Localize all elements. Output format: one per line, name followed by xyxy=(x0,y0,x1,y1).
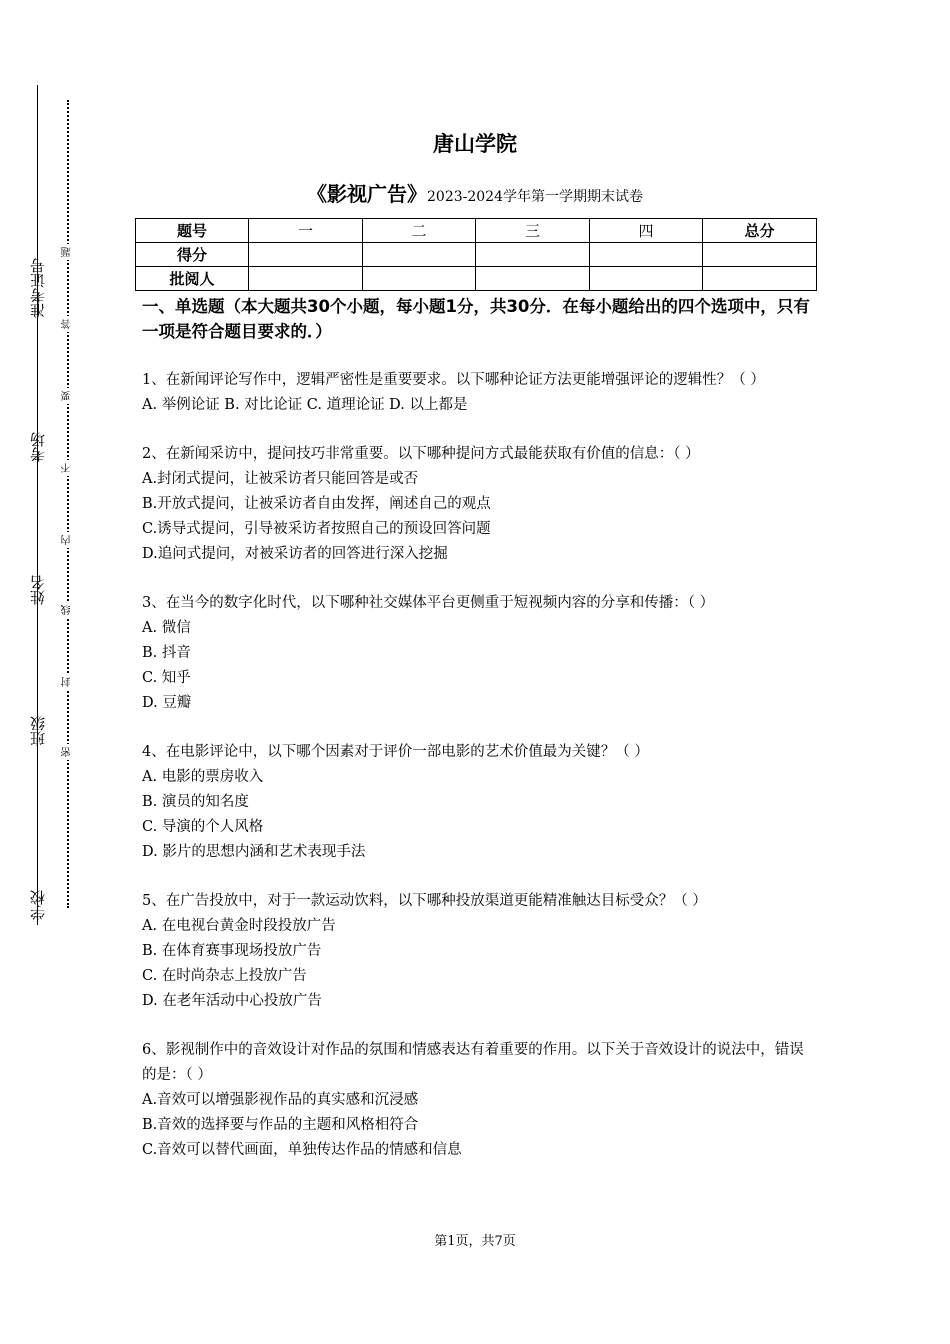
seal-char: 答 xyxy=(60,316,76,332)
header-cell: 二 xyxy=(363,219,476,243)
seal-char: 不 xyxy=(60,460,76,476)
option-a: A. 微信 xyxy=(142,620,191,636)
question-stem: 2、在新闻采访中，提问技巧非常重要。以下哪种提问方式最能获取有价值的信息：（ ） xyxy=(142,446,700,462)
score-cell[interactable] xyxy=(476,243,590,267)
margin-label-school: 学校 xyxy=(29,890,47,920)
header-cell: 总分 xyxy=(703,219,817,243)
score-cell[interactable] xyxy=(703,243,817,267)
score-cell[interactable] xyxy=(249,243,363,267)
option-c: C.诱导式提问，引导被采访者按照自己的预设回答问题 xyxy=(142,521,491,537)
score-cell[interactable] xyxy=(363,243,476,267)
option-a: A.封闭式提问，让被采访者只能回答是或否 xyxy=(142,471,419,487)
question-3 xyxy=(142,591,818,716)
option-d: D.追问式提问，对被采访者的回答进行深入挖掘 xyxy=(142,546,448,562)
question-6 xyxy=(142,1038,818,1163)
option-b: B.开放式提问，让被采访者自由发挥，阐述自己的观点 xyxy=(142,496,491,512)
header-cell: 题号 xyxy=(136,219,249,243)
option-d: D. 影片的思想内涵和艺术表现手法 xyxy=(142,844,366,860)
reviewer-row xyxy=(136,267,817,291)
option-a: A.音效可以增强影视作品的真实感和沉浸感 xyxy=(142,1092,419,1108)
question-stem: 5、在广告投放中，对于一款运动饮料，以下哪种投放渠道更能精准触达目标受众？（ ） xyxy=(142,893,707,909)
option-b: B. 在体育赛事现场投放广告 xyxy=(142,943,322,959)
margin-label-class: 班级 xyxy=(29,716,47,746)
seal-dotted-line xyxy=(67,100,69,908)
question-stem: 4、在电影评论中，以下哪个因素对于评价一部电影的艺术价值最为关键？（ ） xyxy=(142,744,649,760)
score-cell[interactable] xyxy=(590,243,703,267)
seal-char: 要 xyxy=(60,388,76,404)
option-b: B. 抖音 xyxy=(142,645,191,661)
header-cell: 三 xyxy=(476,219,590,243)
row-label: 得分 xyxy=(136,243,249,267)
option-b: B.音效的选择要与作品的主题和风格相符合 xyxy=(142,1117,419,1133)
reviewer-cell[interactable] xyxy=(590,267,703,291)
seal-char: 内 xyxy=(60,532,76,548)
seal-char: 封 xyxy=(60,674,76,690)
row-label: 批阅人 xyxy=(136,267,249,291)
option-b: B. 演员的知名度 xyxy=(142,794,249,810)
seal-char: 密 xyxy=(60,744,76,760)
reviewer-cell[interactable] xyxy=(476,267,590,291)
margin-label-exam-id: 准考证号 xyxy=(29,258,47,318)
header-cell: 四 xyxy=(590,219,703,243)
question-2 xyxy=(142,442,818,567)
seal-char: 题 xyxy=(60,244,76,260)
question-options: A. 举例论证 B. 对比论证 C. 道理论证 D. 以上都是 xyxy=(142,397,468,413)
margin-label-exam-room: 考场 xyxy=(29,432,47,462)
score-table xyxy=(135,218,817,291)
question-stem: 1、在新闻评论写作中，逻辑严密性是重要要求。以下哪种论证方法更能增强评论的逻辑性？（ ） xyxy=(142,372,765,388)
header-cell: 一 xyxy=(249,219,363,243)
option-a: A. 电影的票房收入 xyxy=(142,769,264,785)
option-d: D. 豆瓣 xyxy=(142,695,192,711)
page-number: 第1页，共7页 xyxy=(434,1234,516,1249)
reviewer-cell[interactable] xyxy=(703,267,817,291)
question-1 xyxy=(142,368,818,418)
section-title: 一、单选题（本大题共30个小题，每小题1分，共30分．在每小题给出的四个选项中，只有一项是符合题目要求的．） xyxy=(142,297,810,341)
option-c: C. 在时尚杂志上投放广告 xyxy=(142,968,307,984)
binding-line xyxy=(37,85,38,925)
option-a: A. 在电视台黄金时段投放广告 xyxy=(142,918,336,934)
seal-char: 线 xyxy=(60,602,76,618)
reviewer-cell[interactable] xyxy=(249,267,363,291)
score-table-header-row xyxy=(136,219,817,243)
option-d: D. 在老年活动中心投放广告 xyxy=(142,993,322,1009)
score-row xyxy=(136,243,817,267)
question-5 xyxy=(142,889,818,1014)
option-c: C.音效可以替代画面，单独传达作品的情感和信息 xyxy=(142,1142,462,1158)
margin-label-name: 姓名 xyxy=(29,575,47,605)
exam-content xyxy=(142,294,818,1163)
school-title: 唐山学院 xyxy=(433,132,517,156)
option-c: C. 知乎 xyxy=(142,670,191,686)
question-4 xyxy=(142,740,818,865)
option-c: C. 导演的个人风格 xyxy=(142,819,264,835)
question-stem: 3、在当今的数字化时代，以下哪种社交媒体平台更侧重于短视频内容的分享和传播：（ ） xyxy=(142,595,715,611)
exam-term: 2023-2024学年第一学期期末试卷 xyxy=(427,189,643,205)
reviewer-cell[interactable] xyxy=(363,267,476,291)
course-name: 《影视广告》 xyxy=(307,182,427,206)
question-stem: 6、影视制作中的音效设计对作品的氛围和情感表达有着重要的作用。以下关于音效设计的说法中，错误的是：（ ） xyxy=(142,1042,804,1083)
exam-subtitle xyxy=(0,178,950,207)
